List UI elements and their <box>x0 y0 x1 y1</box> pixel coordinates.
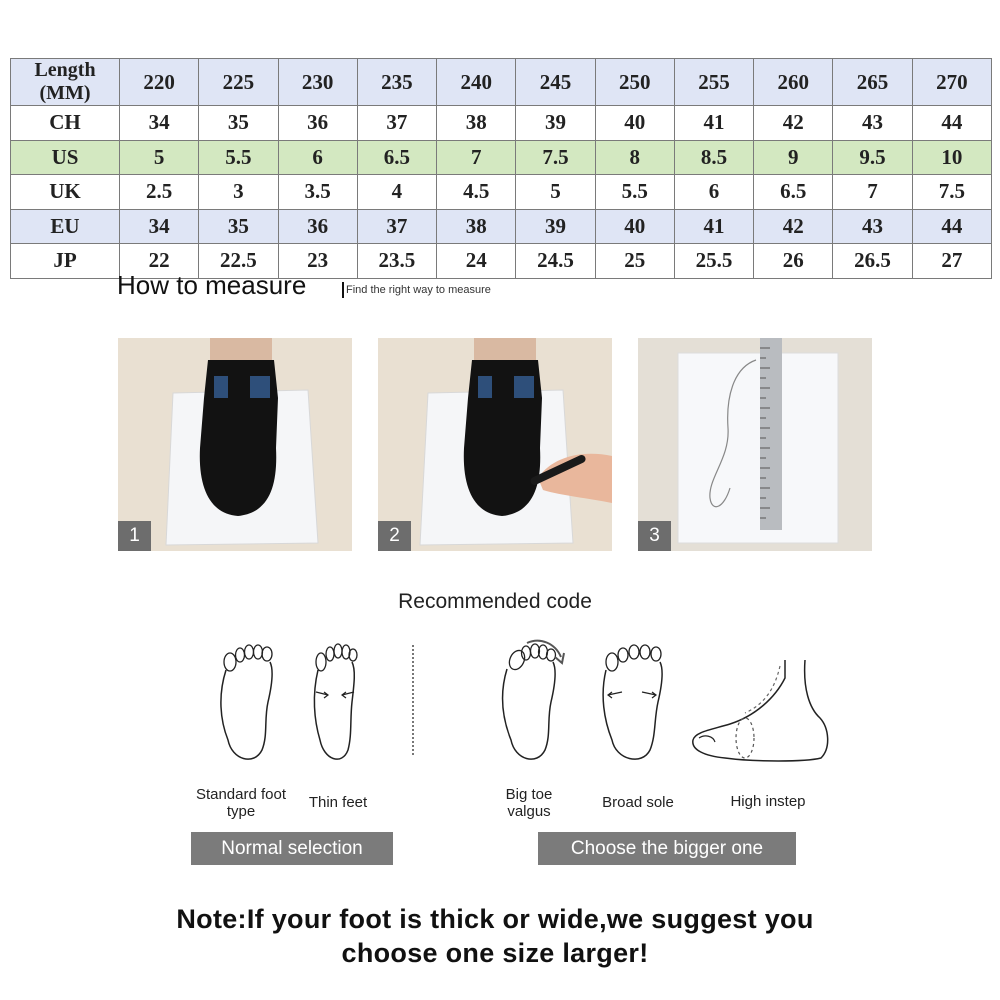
size-cell: 25 <box>595 244 674 279</box>
size-row-length-mm <box>11 59 992 106</box>
how-to-measure-subtitle: Find the right way to measure <box>346 284 491 296</box>
size-cell: 37 <box>357 209 436 244</box>
size-cell: 8.5 <box>674 140 753 175</box>
size-row-label: JP <box>11 244 120 279</box>
size-cell: 8 <box>595 140 674 175</box>
thin-feet-label: Thin feet <box>308 794 368 811</box>
size-cell: 7.5 <box>912 175 991 210</box>
size-table <box>10 58 992 279</box>
size-cell: 245 <box>516 59 595 106</box>
size-row-label: CH <box>11 106 120 141</box>
size-cell: 26 <box>754 244 833 279</box>
size-cell: 5.5 <box>595 175 674 210</box>
size-cell: 9.5 <box>833 140 912 175</box>
size-cell: 37 <box>357 106 436 141</box>
size-row-label: UK <box>11 175 120 210</box>
size-row-ch <box>11 106 992 141</box>
step-2-photo <box>378 338 612 551</box>
size-cell: 25.5 <box>674 244 753 279</box>
size-cell: 5 <box>516 175 595 210</box>
recommended-title: Recommended code <box>398 590 592 613</box>
size-cell: 40 <box>595 209 674 244</box>
size-cell: 2.5 <box>120 175 199 210</box>
size-cell: 24 <box>437 244 516 279</box>
size-cell: 5 <box>120 140 199 175</box>
big-toe-valgus-icon <box>495 635 575 770</box>
size-cell: 4 <box>357 175 436 210</box>
size-cell: 6 <box>674 175 753 210</box>
size-cell: 250 <box>595 59 674 106</box>
size-cell: 43 <box>833 106 912 141</box>
size-cell: 41 <box>674 106 753 141</box>
size-cell: 9 <box>754 140 833 175</box>
broad-sole-icon <box>598 640 670 770</box>
size-cell: 10 <box>912 140 991 175</box>
size-cell: 34 <box>120 209 199 244</box>
standard-foot-icon <box>212 640 282 770</box>
size-cell: 23.5 <box>357 244 436 279</box>
size-cell: 22.5 <box>199 244 278 279</box>
size-row-eu <box>11 209 992 244</box>
foot-divider <box>412 645 414 755</box>
size-cell: 4.5 <box>437 175 516 210</box>
size-cell: 7 <box>833 175 912 210</box>
size-row-label: US <box>11 140 120 175</box>
size-row-label: EU <box>11 209 120 244</box>
high-instep-label: High instep <box>730 793 806 810</box>
step-3-badge: 3 <box>638 521 671 551</box>
size-cell: 7 <box>437 140 516 175</box>
size-cell: 44 <box>912 209 991 244</box>
size-cell: 38 <box>437 106 516 141</box>
size-cell: 38 <box>437 209 516 244</box>
step-1-badge: 1 <box>118 521 151 551</box>
size-cell: 270 <box>912 59 991 106</box>
size-row-us <box>11 140 992 175</box>
size-cell: 42 <box>754 209 833 244</box>
size-cell: 36 <box>278 106 357 141</box>
size-cell: 230 <box>278 59 357 106</box>
step-2-badge: 2 <box>378 521 411 551</box>
title-divider <box>342 282 344 298</box>
size-cell: 24.5 <box>516 244 595 279</box>
size-cell: 26.5 <box>833 244 912 279</box>
broad-sole-label: Broad sole <box>602 794 674 811</box>
thin-foot-icon <box>300 640 370 770</box>
size-cell: 265 <box>833 59 912 106</box>
choose-bigger-label: Choose the bigger one <box>538 832 796 865</box>
size-cell: 6.5 <box>754 175 833 210</box>
size-cell: 235 <box>357 59 436 106</box>
size-cell: 41 <box>674 209 753 244</box>
size-cell: 36 <box>278 209 357 244</box>
size-cell: 39 <box>516 209 595 244</box>
size-cell: 6.5 <box>357 140 436 175</box>
size-note-line-1: Note:If your foot is thick or wide,we suggest you <box>176 904 814 934</box>
size-cell: 39 <box>516 106 595 141</box>
size-row-uk <box>11 175 992 210</box>
size-cell: 22 <box>120 244 199 279</box>
size-cell: 7.5 <box>516 140 595 175</box>
high-instep-icon <box>685 658 835 768</box>
step-1-photo <box>118 338 352 551</box>
size-cell: 23 <box>278 244 357 279</box>
size-cell: 5.5 <box>199 140 278 175</box>
big-toe-valgus-label: Big toe valgus <box>505 786 553 820</box>
size-cell: 3 <box>199 175 278 210</box>
size-cell: 255 <box>674 59 753 106</box>
size-cell: 225 <box>199 59 278 106</box>
size-cell: 34 <box>120 106 199 141</box>
size-cell: 6 <box>278 140 357 175</box>
standard-foot-label: Standard foot type <box>195 786 287 820</box>
size-cell: 240 <box>437 59 516 106</box>
size-cell: 35 <box>199 209 278 244</box>
normal-selection-label: Normal selection <box>191 832 393 865</box>
size-cell: 44 <box>912 106 991 141</box>
size-cell: 42 <box>754 106 833 141</box>
how-to-measure-title: How to measure <box>117 270 307 300</box>
size-note-line-2: choose one size larger! <box>341 938 649 968</box>
size-note <box>0 902 990 970</box>
size-cell: 35 <box>199 106 278 141</box>
size-cell: 43 <box>833 209 912 244</box>
size-cell: 220 <box>120 59 199 106</box>
size-cell: 27 <box>912 244 991 279</box>
size-row-label: Length (MM) <box>11 59 120 106</box>
size-cell: 260 <box>754 59 833 106</box>
size-cell: 3.5 <box>278 175 357 210</box>
size-cell: 40 <box>595 106 674 141</box>
step-3-photo <box>638 338 872 551</box>
